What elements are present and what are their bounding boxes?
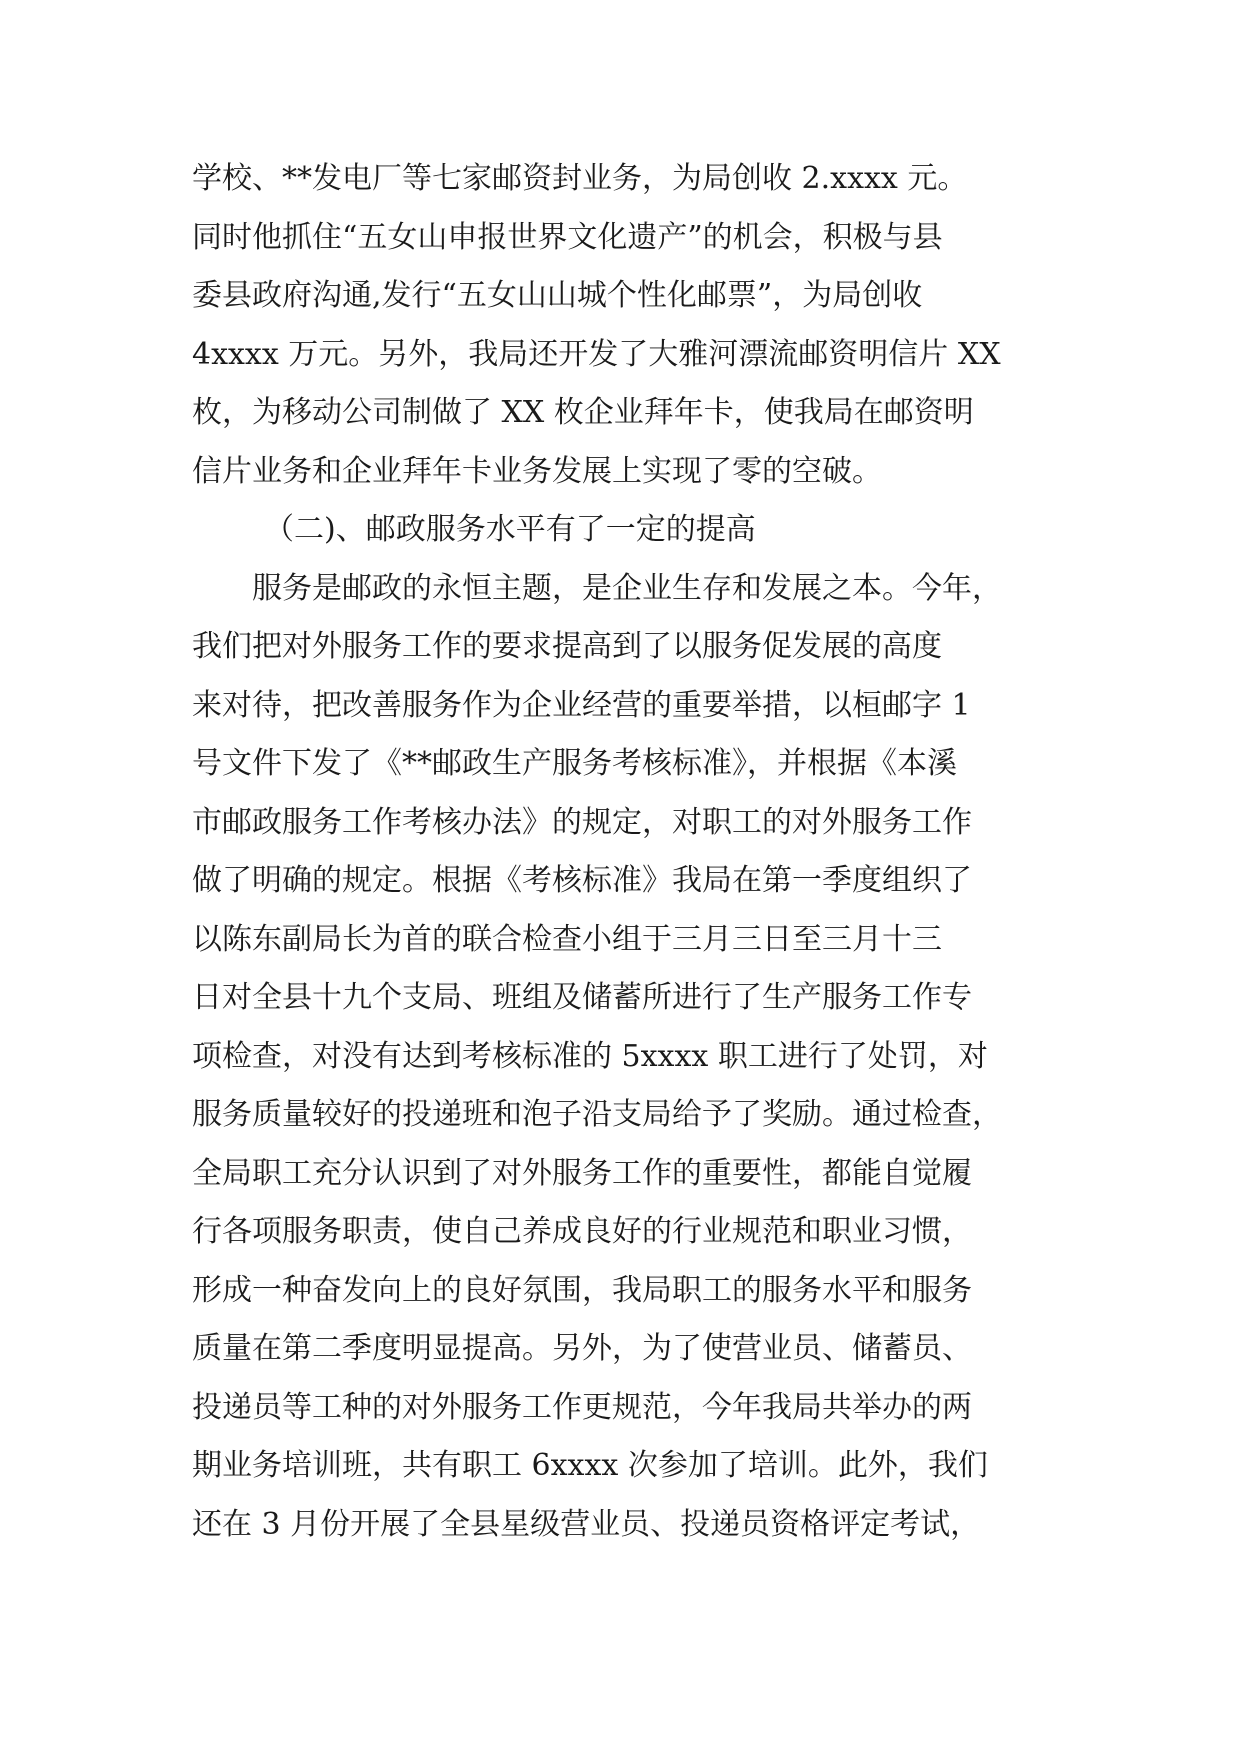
text-line: 委县政府沟通,发行“五女山山城个性化邮票”，为局创收 <box>192 278 923 313</box>
text-line: 日对全县十九个支局、班组及储蓄所进行了生产服务工作专 <box>192 980 972 1015</box>
text-line: 学校、**发电厂等七家邮资封业务，为局创收 2.xxxx 元。 <box>192 161 968 196</box>
text-line: 期业务培训班，共有职工 6xxxx 次参加了培训。此外，我们 <box>192 1448 988 1483</box>
text-line: 以陈东副局长为首的联合检查小组于三月三日至三月十三 <box>192 921 942 957</box>
text-line: 同时他抓住“五女山申报世界文化遗产”的机会，积极与县 <box>192 219 943 255</box>
text-line: 来对待，把改善服务作为企业经营的重要举措，以桓邮字 1 <box>192 687 971 723</box>
text-line: 形成一种奋发向上的良好氛围，我局职工的服务水平和服务 <box>192 1272 972 1308</box>
text-line: 投递员等工种的对外服务工作更规范，今年我局共举办的两 <box>192 1389 972 1425</box>
text-line: 行各项服务职责，使自己养成良好的行业规范和职业习惯， <box>192 1214 972 1249</box>
text-line: 还在 3 月份开展了全县星级营业员、投递员资格评定考试， <box>192 1506 981 1542</box>
text-line: 质量在第二季度明显提高。另外，为了使营业员、储蓄员、 <box>192 1331 972 1366</box>
document-body <box>192 150 1062 1554</box>
text-line: 全局职工充分认识到了对外服务工作的重要性，都能自觉履 <box>192 1155 972 1191</box>
text-line: 项检查，对没有达到考核标准的 5xxxx 职工进行了处罚，对 <box>192 1038 988 1074</box>
text-line: 枚，为移动公司制做了 XX 枚企业拜年卡，使我局在邮资明 <box>192 395 974 430</box>
text-line: 4xxxx 万元。另外，我局还开发了大雅河漂流邮资明信片 XX <box>192 336 1001 372</box>
text-line: 号文件下发了《**邮政生产服务考核标准》，并根据《本溪 <box>192 746 957 781</box>
paragraph-first-line: 服务是邮政的永恒主题，是企业生存和发展之本。今年， <box>252 570 1002 606</box>
section-heading: （二)、邮政服务水平有了一定的提高 <box>264 512 756 547</box>
text-line: 我们把对外服务工作的要求提高到了以服务促发展的高度 <box>192 629 942 664</box>
text-line: 做了明确的规定。根据《考核标准》我局在第一季度组织了 <box>192 863 972 898</box>
text-line: 信片业务和企业拜年卡业务发展上实现了零的空破。 <box>192 453 882 489</box>
text-line: 市邮政服务工作考核办法》的规定，对职工的对外服务工作 <box>192 804 972 840</box>
text-line: 服务质量较好的投递班和泡子沿支局给予了奖励。通过检查， <box>192 1097 1002 1132</box>
